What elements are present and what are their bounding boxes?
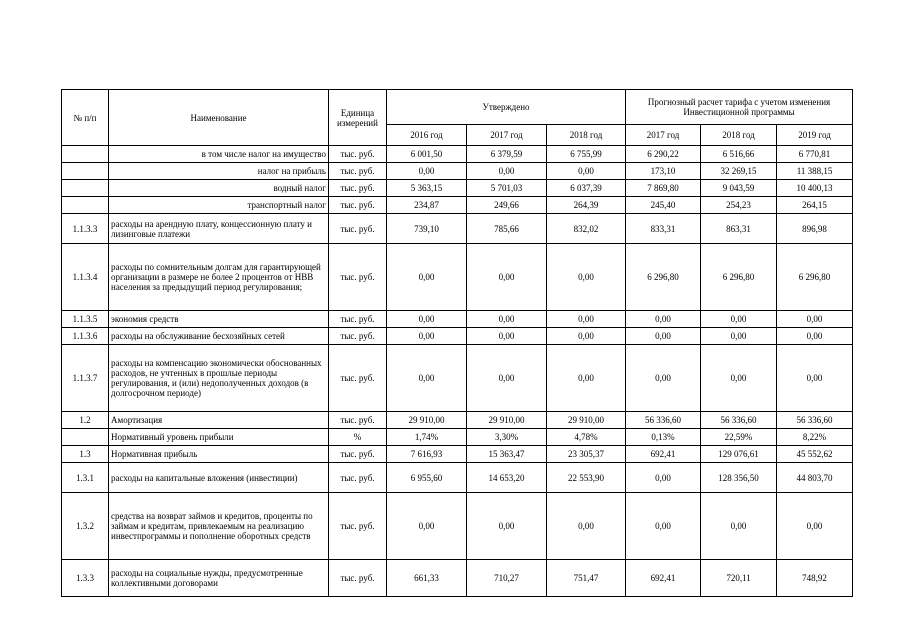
row-value: 692,41 (626, 560, 701, 597)
row-value: 0,00 (387, 345, 467, 412)
row-number (62, 163, 109, 180)
row-value: 29 910,00 (387, 412, 467, 429)
row-unit: тыс. руб. (329, 214, 387, 244)
row-number: 1.1.3.6 (62, 328, 109, 345)
year-forecast-2019: 2019 год (777, 125, 853, 146)
header-approved: Утверждено (387, 90, 626, 125)
row-value: 254,23 (701, 197, 777, 214)
row-value: 6 290,22 (626, 146, 701, 163)
tariff-sheet (61, 89, 853, 597)
year-approved-2018: 2018 год (547, 125, 626, 146)
row-unit: % (329, 429, 387, 446)
row-value: 0,00 (467, 311, 547, 328)
row-value: 0,00 (387, 311, 467, 328)
row-value: 129 076,61 (701, 446, 777, 463)
row-value: 6 001,50 (387, 146, 467, 163)
row-value: 32 269,15 (701, 163, 777, 180)
row-value: 10 400,13 (777, 180, 853, 197)
row-value: 23 305,37 (547, 446, 626, 463)
row-value: 44 803,70 (777, 463, 853, 493)
row-value: 56 336,60 (777, 412, 853, 429)
row-value: 0,00 (626, 311, 701, 328)
row-unit: тыс. руб. (329, 146, 387, 163)
row-number: 1.1.3.3 (62, 214, 109, 244)
row-value: 0,00 (547, 311, 626, 328)
row-unit: тыс. руб. (329, 560, 387, 597)
row-value: 692,41 (626, 446, 701, 463)
row-number (62, 197, 109, 214)
table-row (62, 244, 853, 311)
row-unit: тыс. руб. (329, 244, 387, 311)
row-number: 1.3.1 (62, 463, 109, 493)
row-name: Нормативная прибыль (109, 446, 329, 463)
row-value: 0,00 (467, 163, 547, 180)
row-value: 173,10 (626, 163, 701, 180)
table-row (62, 345, 853, 412)
row-value: 264,39 (547, 197, 626, 214)
row-value: 0,00 (701, 328, 777, 345)
table-row (62, 311, 853, 328)
row-value: 56 336,60 (701, 412, 777, 429)
row-value: 0,00 (777, 328, 853, 345)
row-value: 56 336,60 (626, 412, 701, 429)
row-value: 0,00 (626, 463, 701, 493)
year-forecast-2018: 2018 год (701, 125, 777, 146)
row-value: 751,47 (547, 560, 626, 597)
table-row (62, 197, 853, 214)
row-value: 6 770,81 (777, 146, 853, 163)
row-value: 785,66 (467, 214, 547, 244)
tariff-table (61, 89, 853, 597)
table-row (62, 493, 853, 560)
row-value: 22,59% (701, 429, 777, 446)
row-value: 0,00 (777, 345, 853, 412)
row-value: 661,33 (387, 560, 467, 597)
row-value: 7 616,93 (387, 446, 467, 463)
row-name: экономия средств (109, 311, 329, 328)
table-row (62, 463, 853, 493)
row-unit: тыс. руб. (329, 463, 387, 493)
year-approved-2017: 2017 год (467, 125, 547, 146)
row-value: 6 037,39 (547, 180, 626, 197)
row-value: 0,00 (701, 493, 777, 560)
row-value: 128 356,50 (701, 463, 777, 493)
year-approved-2016: 2016 год (387, 125, 467, 146)
row-value: 264,15 (777, 197, 853, 214)
row-number: 1.2 (62, 412, 109, 429)
row-value: 245,40 (626, 197, 701, 214)
row-name: расходы на обслуживание бесхозяйных сетей (109, 328, 329, 345)
row-name: средства на возврат займов и кредитов, проценты по займам и кредитам, привлекаемым на реализацию инвестпрограммы и пополнение оборотных средств (109, 493, 329, 560)
table-row (62, 412, 853, 429)
row-name: транспортный налог (109, 197, 329, 214)
row-value: 0,00 (626, 493, 701, 560)
row-value: 6 296,80 (777, 244, 853, 311)
row-number: 1.1.3.5 (62, 311, 109, 328)
row-name: водный налог (109, 180, 329, 197)
row-value: 0,00 (777, 493, 853, 560)
row-value: 0,00 (547, 493, 626, 560)
row-value: 833,31 (626, 214, 701, 244)
table-row (62, 146, 853, 163)
row-number (62, 180, 109, 197)
row-value: 7 869,80 (626, 180, 701, 197)
row-value: 0,00 (467, 345, 547, 412)
row-unit: тыс. руб. (329, 311, 387, 328)
row-value: 0,00 (547, 345, 626, 412)
row-number (62, 429, 109, 446)
row-name: расходы на социальные нужды, предусмотренные коллективными договорами (109, 560, 329, 597)
row-value: 5 701,03 (467, 180, 547, 197)
row-name: в том числе налог на имущество (109, 146, 329, 163)
row-value: 0,00 (547, 244, 626, 311)
row-value: 3,30% (467, 429, 547, 446)
row-name: Амортизация (109, 412, 329, 429)
table-row (62, 163, 853, 180)
row-unit: тыс. руб. (329, 180, 387, 197)
row-number: 1.3 (62, 446, 109, 463)
row-value: 4,78% (547, 429, 626, 446)
row-value: 45 552,62 (777, 446, 853, 463)
table-row (62, 214, 853, 244)
row-value: 0,00 (777, 311, 853, 328)
header-unit: Единица измерений (329, 90, 387, 146)
row-unit: тыс. руб. (329, 493, 387, 560)
row-value: 0,00 (467, 328, 547, 345)
row-name: Нормативный уровень прибыли (109, 429, 329, 446)
row-value: 9 043,59 (701, 180, 777, 197)
row-name: расходы на арендную плату, концессионную плату и лизинговые платежи (109, 214, 329, 244)
row-unit: тыс. руб. (329, 328, 387, 345)
row-value: 5 363,15 (387, 180, 467, 197)
row-value: 0,00 (387, 163, 467, 180)
header-number: № п/п (62, 90, 109, 146)
row-value: 0,00 (467, 493, 547, 560)
row-unit: тыс. руб. (329, 345, 387, 412)
row-value: 29 910,00 (467, 412, 547, 429)
table-row (62, 429, 853, 446)
row-unit: тыс. руб. (329, 197, 387, 214)
row-number: 1.1.3.4 (62, 244, 109, 311)
row-value: 0,00 (467, 244, 547, 311)
row-value: 748,92 (777, 560, 853, 597)
row-value: 8,22% (777, 429, 853, 446)
table-row (62, 328, 853, 345)
row-name: налог на прибыль (109, 163, 329, 180)
row-number (62, 146, 109, 163)
row-value: 0,00 (701, 345, 777, 412)
row-value: 6 296,80 (626, 244, 701, 311)
row-name: расходы по сомнительным долгам для гарантирующей организации в размере не более 2 процентов от НВВ населения за предыдущий период регулирования; (109, 244, 329, 311)
row-value: 0,00 (701, 311, 777, 328)
row-unit: тыс. руб. (329, 412, 387, 429)
row-value: 14 653,20 (467, 463, 547, 493)
row-value: 0,00 (547, 328, 626, 345)
table-row (62, 560, 853, 597)
row-name: расходы на капитальные вложения (инвестиции) (109, 463, 329, 493)
row-value: 832,02 (547, 214, 626, 244)
row-value: 234,87 (387, 197, 467, 214)
row-value: 1,74% (387, 429, 467, 446)
row-value: 15 363,47 (467, 446, 547, 463)
header-forecast: Прогнозный расчет тарифа с учетом изменения Инвестиционной программы (626, 90, 853, 125)
row-unit: тыс. руб. (329, 446, 387, 463)
row-value: 0,13% (626, 429, 701, 446)
row-value: 710,27 (467, 560, 547, 597)
row-value: 29 910,00 (547, 412, 626, 429)
row-value: 11 388,15 (777, 163, 853, 180)
row-value: 249,66 (467, 197, 547, 214)
row-value: 6 296,80 (701, 244, 777, 311)
row-unit: тыс. руб. (329, 163, 387, 180)
row-number: 1.1.3.7 (62, 345, 109, 412)
row-value: 6 755,99 (547, 146, 626, 163)
table-row (62, 446, 853, 463)
row-value: 0,00 (387, 328, 467, 345)
row-value: 720,11 (701, 560, 777, 597)
table-body (62, 146, 853, 597)
row-value: 6 955,60 (387, 463, 467, 493)
row-value: 0,00 (547, 163, 626, 180)
row-value: 0,00 (626, 345, 701, 412)
row-value: 896,98 (777, 214, 853, 244)
row-value: 0,00 (626, 328, 701, 345)
row-value: 6 516,66 (701, 146, 777, 163)
row-value: 6 379,59 (467, 146, 547, 163)
row-value: 0,00 (387, 493, 467, 560)
year-forecast-2017: 2017 год (626, 125, 701, 146)
header-name: Наименование (109, 90, 329, 146)
row-value: 739,10 (387, 214, 467, 244)
row-number: 1.3.3 (62, 560, 109, 597)
row-name: расходы на компенсацию экономически обоснованных расходов, не учтенных в прошлые периоды регулирования, и (или) недополученных доходов (в долгосрочном периоде) (109, 345, 329, 412)
row-value: 863,31 (701, 214, 777, 244)
row-value: 22 553,90 (547, 463, 626, 493)
table-row (62, 180, 853, 197)
row-number: 1.3.2 (62, 493, 109, 560)
row-value: 0,00 (387, 244, 467, 311)
